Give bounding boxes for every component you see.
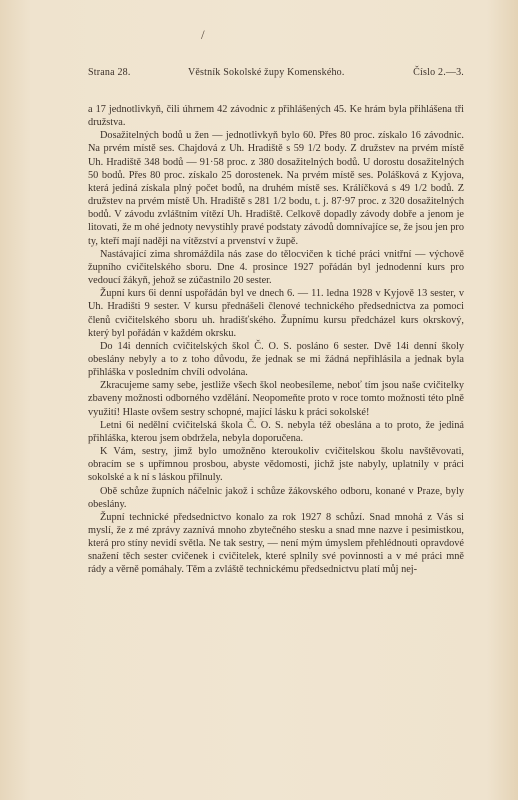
- paragraph: Obě schůze župních náčelnic jakož i schůze žákovského odboru, konané v Praze, byly obeslány.: [88, 485, 464, 510]
- paragraph: Do 14i denních cvičitelských škol Č. O. S. posláno 6 sester. Dvě 14i denní školy obeslány nebyly a to z toho důvodu, že jednak se mi žádná nepřihlásila a jednak byla přihláška v posledním chvíli odvolána.: [88, 340, 464, 379]
- pen-mark: /: [201, 27, 205, 42]
- paragraph: Letni 6i nedělní cvičitelská škola Č. O. S. nebyla též obeslána a to proto, že jediná přihláška, kterou jsem obdržela, nebyla doporučena.: [88, 419, 464, 444]
- paragraph: a 17 jednotlivkyň, čili úhrnem 42 závodnic z přihlášených 45. Ke hrám byla přihlášena tři družstva.: [88, 104, 464, 129]
- publication-title: Věstník Sokolské župy Komenského.: [188, 67, 345, 78]
- page-number: Strana 28.: [88, 67, 131, 78]
- paragraph: Zkracujeme samy sebe, jestliže všech škol neobesíleme, neboť tím jsou naše cvičitelky zbaveny možnosti odborného vzdělání. Neopomeňte proto v roce tomto možnosti této plně využití! Hlaste ovšem sestry schopné, mající lásku k práci sokolské!: [88, 380, 464, 418]
- paragraph: Dosažitelných bodů u žen — jednotlivkyň bylo 60. Přes 80 proc. získalo 16 závodnic. Na prvém místě ses. Chajdová z Uh. Hradiště s 59 1/2 body. Z družstev na prvém místě Uh. Hradiště 348 bodů — 91·58 proc. z 380 dosažitelných bodů. U dorostu dosažitelných 50 bodů. Přes 80 proc. získalo 25 dorostenek. Na prvém místě ses. Polášková z Kyjova, která jediná získala plný počet bodů, na druhém místě ses. Králíčková s 49 1/2 bodů. Z družstev na prvém místě Uh. Hradiště s 281 1/2 bodu, t. j. 87·97 proc. z 320 dosažitelných bodů. V závodu zvláštním vítězí Uh. Hradiště. Celkově dopadly závody dobře a jenom je litovati, že m ohé jednoty nevystihly pravé podstaty závodů domnívajíce se, že jsou jen pro ty, kteří mají naději na vítězství a prvenství v župě.: [88, 130, 464, 247]
- paragraph: Župní kurs 6i denní uspořádán byl ve dnech 6. — 11. ledna 1928 v Kyjově 13 sester, v Uh. Hradišti 9 sester. V kursu přednášeli členové technického předsednictva za pomoci členů cvičitelského sboru uh. hradišťského. Župnímu kursu předcházel kurs okrskový, který byl pořádán v každém okrsku.: [88, 288, 464, 339]
- paragraph: K Vám, sestry, jimž bylo umožněno kteroukoliv cvičitelskou školu navštěvovati, obracím se s upřímnou prosbou, abyste vědomosti, jichž jste nabyly, uplatnily v práci sokolské a k ní s láskou přilnuly.: [88, 446, 464, 484]
- article-body: [88, 103, 464, 577]
- running-header: [88, 67, 464, 81]
- paragraph: Nastávající zima shromáždila nás zase do tělocvičen k tiché práci vnitřní — výchově župního cvičitelského sboru. Dne 4. prosince 1927 pořádán byl jednodenní kurs pro vedoucí žákyň, jehož se zúčastnilo 20 sester.: [88, 248, 464, 287]
- issue-number: Číslo 2.—3.: [413, 67, 464, 78]
- paragraph: Župní technické předsednictvo konalo za rok 1927 8 schůzí. Snad mnohá z Vás si myslí, že z mé zprávy zaznívá mnoho zbytečného stesku a snad mne nazve i pesimistkou, která pro stíny nevidí světla. Ne tak sestry, — není mým úmyslem přehlédnouti opravdové snažení těch sester cvičenek i cvičitelek, které splnily své povinnosti a v mé práci mně rády a věrně pomáhaly. Těm a zvláště technickému předsednictvu platí můj nej-: [88, 511, 464, 576]
